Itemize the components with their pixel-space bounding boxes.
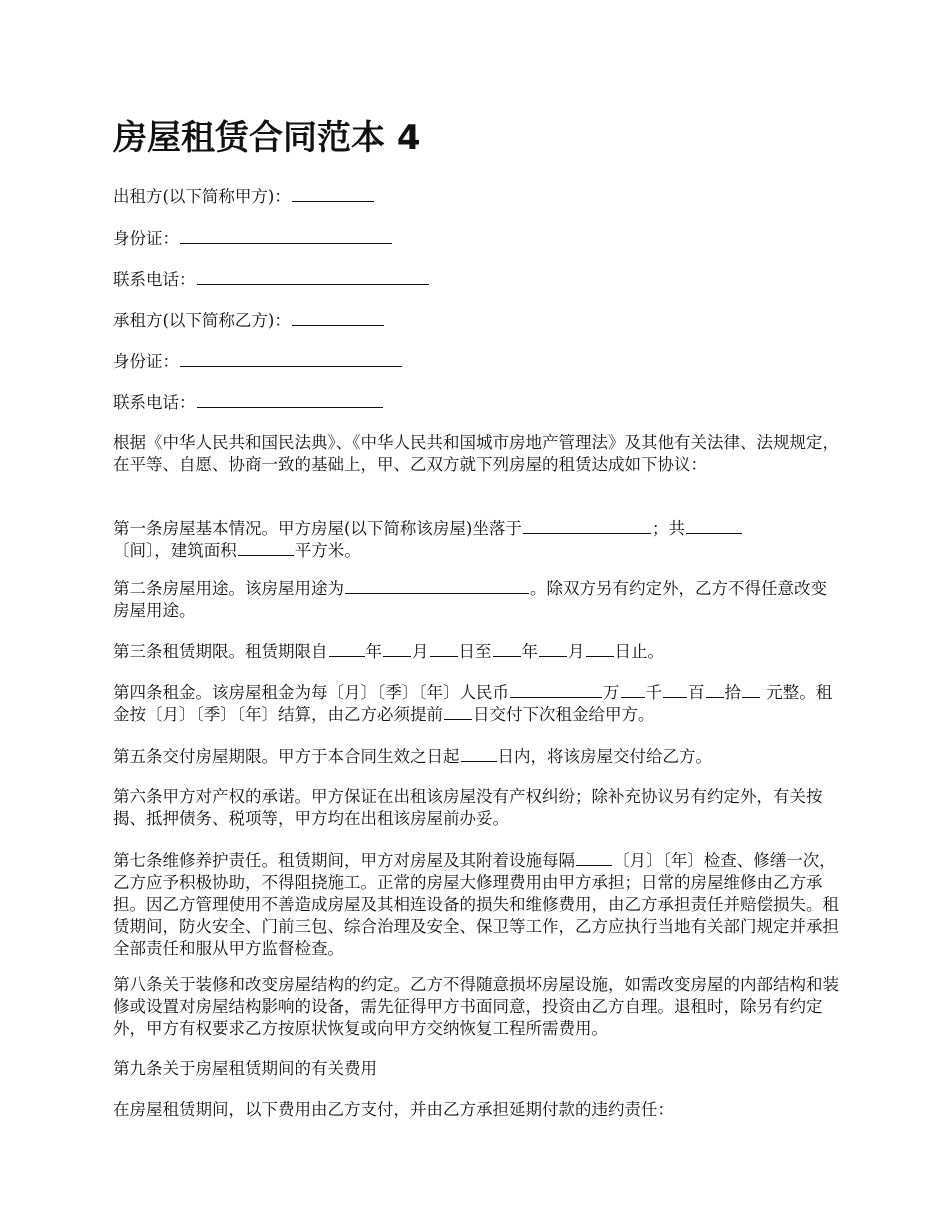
article-1 bbox=[113, 518, 843, 562]
blank-line[interactable] bbox=[586, 641, 614, 657]
blank-line[interactable] bbox=[197, 392, 383, 408]
blank-line[interactable] bbox=[686, 518, 742, 534]
blank-line[interactable] bbox=[197, 269, 429, 285]
article-text: 百 bbox=[688, 683, 705, 702]
article-text: 日至 bbox=[458, 642, 492, 661]
article-7 bbox=[113, 850, 843, 960]
blank-line[interactable] bbox=[576, 850, 612, 866]
article-text: 。除双方另有约定外，乙方不得任意改变房屋用途。 bbox=[113, 579, 827, 620]
blank-line[interactable] bbox=[345, 578, 529, 594]
article-text: 日内，将该房屋交付给乙方。 bbox=[497, 747, 712, 766]
article-text: 日止。 bbox=[614, 642, 664, 661]
blank-line[interactable] bbox=[663, 682, 687, 698]
article-4 bbox=[113, 682, 843, 726]
blank-line[interactable] bbox=[238, 540, 294, 556]
blank-line[interactable] bbox=[621, 682, 645, 698]
blank-line[interactable] bbox=[329, 641, 365, 657]
blank-line[interactable] bbox=[510, 682, 602, 698]
article-3 bbox=[113, 641, 843, 663]
article-text: 日交付下次租金给甲方。 bbox=[473, 705, 655, 724]
article-text: 第四条租金。该房屋租金为每〔月〕〔季〕〔年〕人民币 bbox=[113, 683, 509, 702]
article-text: 第三条租赁期限。租赁期限自 bbox=[113, 642, 328, 661]
article-8: 第八条关于装修和改变房屋结构的约定。乙方不得随意损坏房屋设施，如需改变房屋的内部结构和装修或设置对房屋结构影响的设备，需先征得甲方书面同意，投资由乙方自理。退租时，除另有约定外，甲方有权要求乙方按原状恢复或向甲方交纳恢复工程所需费用。 bbox=[113, 975, 839, 1038]
blank-line[interactable] bbox=[742, 682, 760, 698]
document-title: 房屋租赁合同范本 4 bbox=[113, 118, 421, 158]
blank-line[interactable] bbox=[180, 351, 402, 367]
article-text: 年 bbox=[521, 642, 538, 661]
article-text: 第二条房屋用途。该房屋用途为 bbox=[113, 579, 344, 598]
article-text: 千 bbox=[645, 683, 662, 702]
lessee-id-field bbox=[113, 351, 843, 373]
blank-line[interactable] bbox=[292, 310, 384, 326]
field-label: 身份证： bbox=[113, 352, 179, 371]
lessor-id-field bbox=[113, 228, 843, 250]
lessee-name-field bbox=[113, 310, 843, 332]
article-2 bbox=[113, 578, 843, 622]
article-text: 〔间〕，建筑面积 bbox=[113, 541, 237, 560]
blank-line[interactable] bbox=[523, 518, 651, 534]
article-6: 第六条甲方对产权的承诺。甲方保证在出租该房屋没有产权纠纷；除补充协议另有约定外，有关按揭、抵押债务、税项等，甲方均在出租该房屋前办妥。 bbox=[113, 787, 823, 828]
article-9-detail: 在房屋租赁期间，以下费用由乙方支付，并由乙方承担延期付款的违约责任： bbox=[113, 1100, 674, 1119]
blank-line[interactable] bbox=[180, 228, 392, 244]
article-text: 第一条房屋基本情况。甲方房屋(以下简称该房屋)坐落于 bbox=[113, 519, 522, 538]
article-text: 年 bbox=[365, 642, 382, 661]
article-text: 万 bbox=[603, 683, 620, 702]
lessor-name-field bbox=[113, 186, 843, 208]
article-9: 第九条关于房屋租赁期间的有关费用 bbox=[113, 1059, 377, 1078]
article-text: 〔月〕〔年〕检查、修缮一次，乙方应予积极协助，不得阻挠施工。正常的房屋大修理费用由甲方承担；日常的房屋维修由乙方承担。因乙方管理使用不善造成房屋及其相连设备的损失和维修费用，由乙方承担责任并赔偿损失。租赁期间，防火安全、门前三包、综合治理及安全、保卫等工作，乙方应执行当地有关部门规定并承担全部责任和服从甲方监督检查。 bbox=[113, 851, 839, 958]
blank-line[interactable] bbox=[430, 641, 458, 657]
blank-line[interactable] bbox=[461, 746, 497, 762]
blank-line[interactable] bbox=[292, 186, 374, 202]
blank-line[interactable] bbox=[383, 641, 411, 657]
preamble-paragraph: 根据《中华人民共和国民法典》、《中华人民共和国城市房地产管理法》及其他有关法律、法规规定，在平等、自愿、协商一致的基础上，甲、乙双方就下列房屋的租赁达成如下协议： bbox=[113, 433, 839, 474]
article-text: 平方米。 bbox=[294, 541, 361, 560]
blank-line[interactable] bbox=[539, 641, 567, 657]
field-label: 出租方(以下简称甲方)： bbox=[113, 187, 291, 206]
article-text: 月 bbox=[568, 642, 585, 661]
lessee-phone-field bbox=[113, 392, 843, 414]
field-label: 联系电话： bbox=[113, 270, 196, 289]
blank-line[interactable] bbox=[493, 641, 521, 657]
article-text: 第五条交付房屋期限。甲方于本合同生效之日起 bbox=[113, 747, 460, 766]
article-text: 拾 bbox=[724, 683, 741, 702]
article-text: ；共 bbox=[651, 519, 685, 538]
article-text: 第七条维修养护责任。租赁期间，甲方对房屋及其附着设施每隔 bbox=[113, 851, 575, 870]
article-text: 元整。租金按〔月〕〔季〕〔年〕结算，由乙方必须提前 bbox=[113, 683, 833, 724]
field-label: 身份证： bbox=[113, 229, 179, 248]
lessor-phone-field bbox=[113, 269, 843, 291]
field-label: 联系电话： bbox=[113, 393, 196, 412]
blank-line[interactable] bbox=[444, 704, 472, 720]
blank-line[interactable] bbox=[706, 682, 724, 698]
article-text: 月 bbox=[412, 642, 429, 661]
field-label: 承租方(以下简称乙方)： bbox=[113, 311, 291, 330]
article-5 bbox=[113, 746, 843, 768]
